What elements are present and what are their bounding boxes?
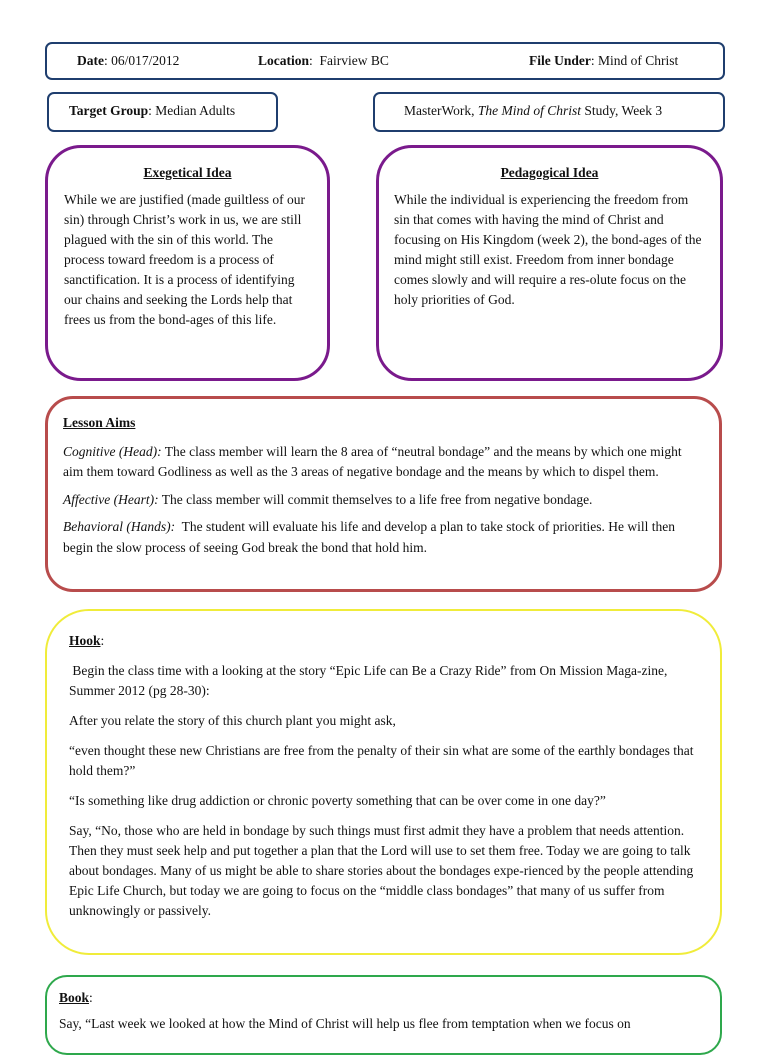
series-field (404, 103, 662, 119)
target-group-box (47, 92, 278, 132)
pedagogical-idea-box (376, 145, 723, 381)
hook-paragraph: “even thought these new Christians are free from the penalty of their sin what are some of the earthly bondages that hold them?” (69, 743, 694, 778)
hook-paragraph: Say, “No, those who are held in bondage by such things must first admit they have a problem that needs attention. Then they must seek help and put together a plan that the Lord will use to set them free. Today we are going to talk about bondages. Many of us might be able to share stories about the bondages expe-rienced by the people attending Epic Life Church, but today we are going to focus on the “middle class bondages” that many of us suffer from unknowingly or passively. (69, 823, 694, 918)
target-group-label: Target Group (69, 103, 149, 118)
exegetical-idea-text: While we are justified (made guiltless of our sin) through Christ’s work in us, we are still plagued with the sin of this world. The process toward freedom is a process of sanctification. It is a process of identifying our chains and seeking the Lords help that frees us from the bond-ages of this life. (64, 192, 306, 327)
location-value: Fairview BC (319, 53, 389, 68)
date-value: 06/017/2012 (111, 53, 180, 68)
exegetical-idea-box (45, 145, 330, 381)
pedagogical-idea-text: While the individual is experiencing the freedom from sin that comes with having the mind of Christ and focusing on His Kingdom (week 2), the bond-ages of the mind might still exist. Freedom from inner bondage comes slowly and will require a res-olute focus on the holy priorities of God. (394, 192, 702, 307)
location-field: Location: Fairview BC (258, 53, 389, 68)
file-under-label: File Under (529, 53, 591, 68)
header-info-box (45, 42, 725, 80)
aim-label: Behavioral (Hands): (63, 519, 176, 534)
book-text: Say, “Last week we looked at how the Mind of Christ will help us flee from temptation when we focus on (59, 1016, 631, 1031)
pedagogical-idea-title: Pedagogical Idea (500, 165, 599, 180)
hook-title: Hook (69, 633, 101, 648)
hook-paragraph: After you relate the story of this church plant you might ask, (69, 713, 396, 728)
target-group-value: Median Adults (155, 103, 236, 118)
aim-affective (63, 490, 703, 511)
lesson-aims-box (45, 396, 722, 592)
file-under-field: File Under: Mind of Christ (529, 53, 679, 68)
book-heading: Book: (59, 990, 93, 1005)
hook-paragraph: “Is something like drug addiction or chronic poverty something that can be over come in one day?” (69, 793, 606, 808)
series-study-title: The Mind of Christ (477, 103, 582, 118)
hook-box (45, 609, 722, 955)
aim-text: The class member will commit themselves to a life free from negative bondage. (158, 491, 593, 507)
series-suffix: Study, Week 3 (581, 103, 663, 118)
book-box (45, 975, 722, 1055)
aim-label: Affective (Heart): (63, 491, 159, 507)
location-label: Location (258, 53, 310, 68)
hook-paragraph: Begin the class time with a looking at the story “Epic Life can Be a Crazy Ride” from On Mission Maga-zine, Summer 2012 (pg 28-30): (69, 663, 671, 698)
aim-cognitive (63, 442, 703, 483)
file-under-value: Mind of Christ (598, 53, 679, 68)
series-box (373, 92, 725, 132)
aim-text: The class member will learn the 8 area of “neutral bondage” and the means by which one might aim them toward Godliness as well as the 3 areas of negative bondage and the means by which to dispel them. (63, 443, 682, 479)
lesson-aims-title: Lesson Aims (63, 415, 136, 430)
date-label: Date (77, 53, 104, 68)
aim-label: Cognitive (Head): (63, 443, 162, 459)
series-prefix: MasterWork, (404, 103, 478, 118)
aim-behavioral (63, 517, 703, 558)
target-group-field: Target Group: Median Adults (69, 103, 236, 118)
date-field: Date: 06/017/2012 (77, 53, 180, 68)
exegetical-idea-title: Exegetical Idea (143, 165, 232, 180)
book-title: Book (59, 990, 90, 1005)
hook-heading: Hook: (69, 633, 105, 648)
aim-text: The student will evaluate his life and develop a plan to take stock of priorities. He will then begin the slow process of seeing God break the bond that hold him. (63, 519, 679, 555)
